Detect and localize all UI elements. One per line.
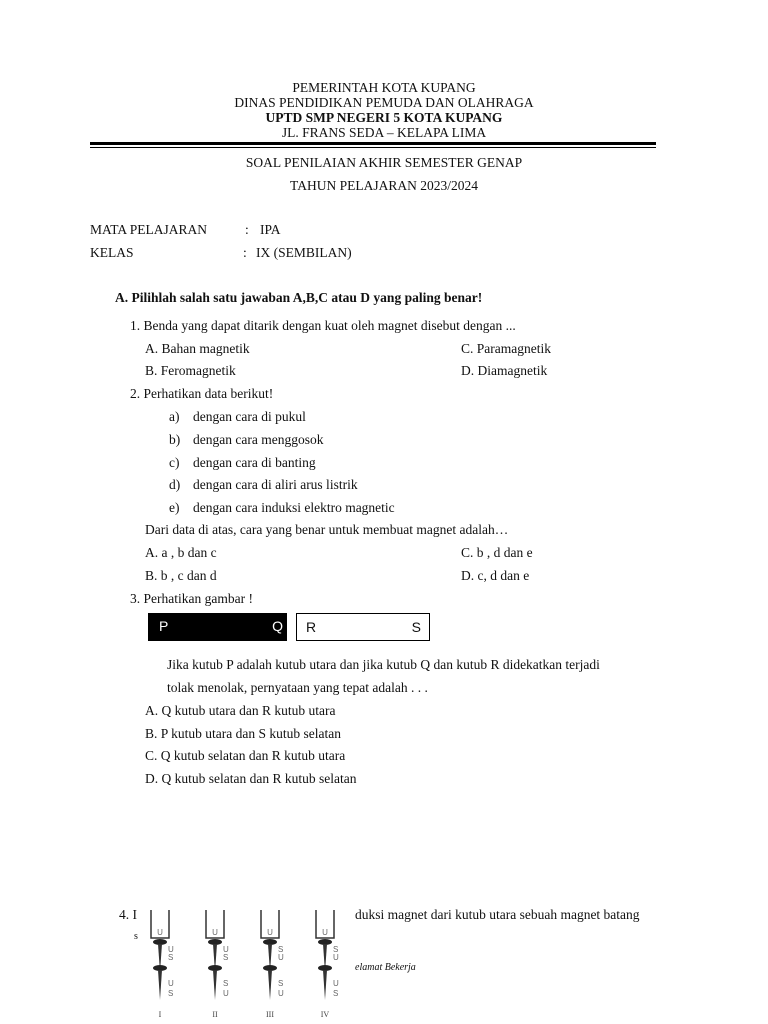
q2-item-text: dengan cara induksi elektro magnetic	[193, 500, 395, 515]
footer-greeting: elamat Bekerja	[355, 962, 416, 973]
q2-option-d: D. c, d dan e	[461, 568, 530, 583]
header-line-1: PEMERINTAH KOTA KUPANG	[292, 80, 476, 95]
nail-pole-label: S	[278, 945, 284, 954]
q3-option-b: B. P kutub utara dan S kutub selatan	[145, 726, 341, 741]
bar-magnet-pq	[148, 613, 287, 641]
q2-item-text: dengan cara di aliri arus listrik	[193, 477, 358, 492]
nail-pole-label: U	[223, 989, 229, 998]
q2-option-a: A. a , b dan c	[145, 545, 217, 560]
q1-option-a: A. Bahan magnetik	[145, 341, 250, 356]
nail-pole-label: U	[168, 979, 174, 988]
nail-pole-label: S	[333, 989, 339, 998]
bar-magnet-rs	[296, 613, 430, 641]
header-line-2: DINAS PENDIDIKAN PEMUDA DAN OLAHRAGA	[234, 95, 534, 110]
q2-item-text: dengan cara di banting	[193, 455, 316, 470]
q1-text: 1. Benda yang dapat ditarik dengan kuat oleh magnet disebut dengan ...	[130, 318, 516, 333]
q2-item-text: dengan cara di pukul	[193, 409, 306, 424]
q1-option-c: C. Paramagnetik	[461, 341, 551, 356]
q1-option-d: D. Diamagnetik	[461, 363, 548, 378]
q2-prompt: Dari data di atas, cara yang benar untuk membuat magnet adalah…	[145, 522, 509, 537]
nail-shaft	[158, 970, 162, 1000]
nail-pole-label: S	[168, 989, 174, 998]
exam-year: TAHUN PELAJARAN 2023/2024	[290, 178, 478, 193]
nail-pole-label: U	[333, 953, 339, 962]
section-a-heading: A. Pilihlah salah satu jawaban A,B,C atau D yang paling benar!	[115, 290, 483, 305]
nail-pole-label: S	[223, 979, 229, 988]
q2-item-marker: e)	[169, 500, 180, 515]
subject-value: IPA	[260, 222, 281, 237]
q2-item-marker: d)	[169, 477, 181, 492]
q2-text: 2. Perhatikan data berikut!	[130, 386, 274, 401]
subject-colon: :	[245, 222, 249, 237]
nail-pole-label: U	[333, 979, 339, 988]
nail-pole-label: U	[278, 989, 284, 998]
q2-item-marker: c)	[169, 455, 180, 470]
q4-text: duksi magnet dari kutub utara sebuah magnet batang	[355, 907, 640, 922]
q2-item-text: dengan cara menggosok	[193, 432, 324, 447]
q3-text: 3. Perhatikan gambar !	[130, 591, 253, 606]
figure-roman-label: IV	[320, 1010, 330, 1019]
magnet-pole-label: U	[212, 928, 218, 937]
magnet-pole-label: S	[411, 619, 421, 635]
q4-number: 4. I	[119, 907, 137, 922]
nail-pole-label: U	[168, 945, 174, 954]
q3-paragraph-line-2: tolak menolak, pernyataan yang tepat adalah . . .	[167, 680, 428, 695]
header-address: JL. FRANS SEDA – KELAPA LIMA	[281, 125, 487, 140]
nail-pole-label: U	[223, 945, 229, 954]
q2-item-marker: b)	[169, 432, 181, 447]
q1-option-b: B. Feromagnetik	[145, 363, 236, 378]
header-school-name: UPTD SMP NEGERI 5 KOTA KUPANG	[265, 110, 503, 125]
magnet-pole-label: R	[306, 619, 317, 635]
nail-pole-label: S	[168, 953, 174, 962]
q3-option-c: C. Q kutub selatan dan R kutub utara	[145, 748, 346, 763]
nail-shaft	[213, 970, 217, 1000]
nail-pole-label: S	[333, 945, 339, 954]
magnet-pole-label: U	[267, 928, 273, 937]
magnet-pole-label: Q	[272, 618, 283, 634]
q3-option-a: A. Q kutub utara dan R kutub utara	[145, 703, 336, 718]
header-divider-thin	[90, 147, 656, 148]
subject-label: MATA PELAJARAN	[90, 222, 208, 237]
figure-roman-label: II	[212, 1010, 218, 1019]
nail-pole-label: S	[223, 953, 229, 962]
magnet-pole-label: U	[322, 928, 328, 937]
q4-fragment: s	[134, 931, 138, 942]
q3-option-d: D. Q kutub selatan dan R kutub selatan	[145, 771, 357, 786]
magnet-pole-label: P	[159, 618, 169, 634]
exam-title: SOAL PENILAIAN AKHIR SEMESTER GENAP	[245, 155, 523, 170]
q2-item-marker: a)	[169, 409, 180, 424]
nail-pole-label: S	[278, 979, 284, 988]
q3-paragraph-line-1: Jika kutub P adalah kutub utara dan jika kutub Q dan kutub R didekatkan terjadi	[167, 657, 600, 672]
nail-shaft	[268, 970, 272, 1000]
nail-pole-label: U	[278, 953, 284, 962]
figure-roman-label: III	[266, 1010, 274, 1019]
q2-option-b: B. b , c dan d	[145, 568, 217, 583]
magnetic-induction-figure	[138, 902, 352, 1022]
q2-option-c: C. b , d dan e	[461, 545, 533, 560]
figure-roman-label: I	[158, 1010, 162, 1019]
class-colon: :	[243, 245, 247, 260]
magnet-pole-label: U	[157, 928, 163, 937]
class-label: KELAS	[90, 245, 134, 260]
header-divider-thick	[90, 142, 656, 145]
class-value: IX (SEMBILAN)	[256, 245, 352, 260]
nail-shaft	[323, 970, 327, 1000]
